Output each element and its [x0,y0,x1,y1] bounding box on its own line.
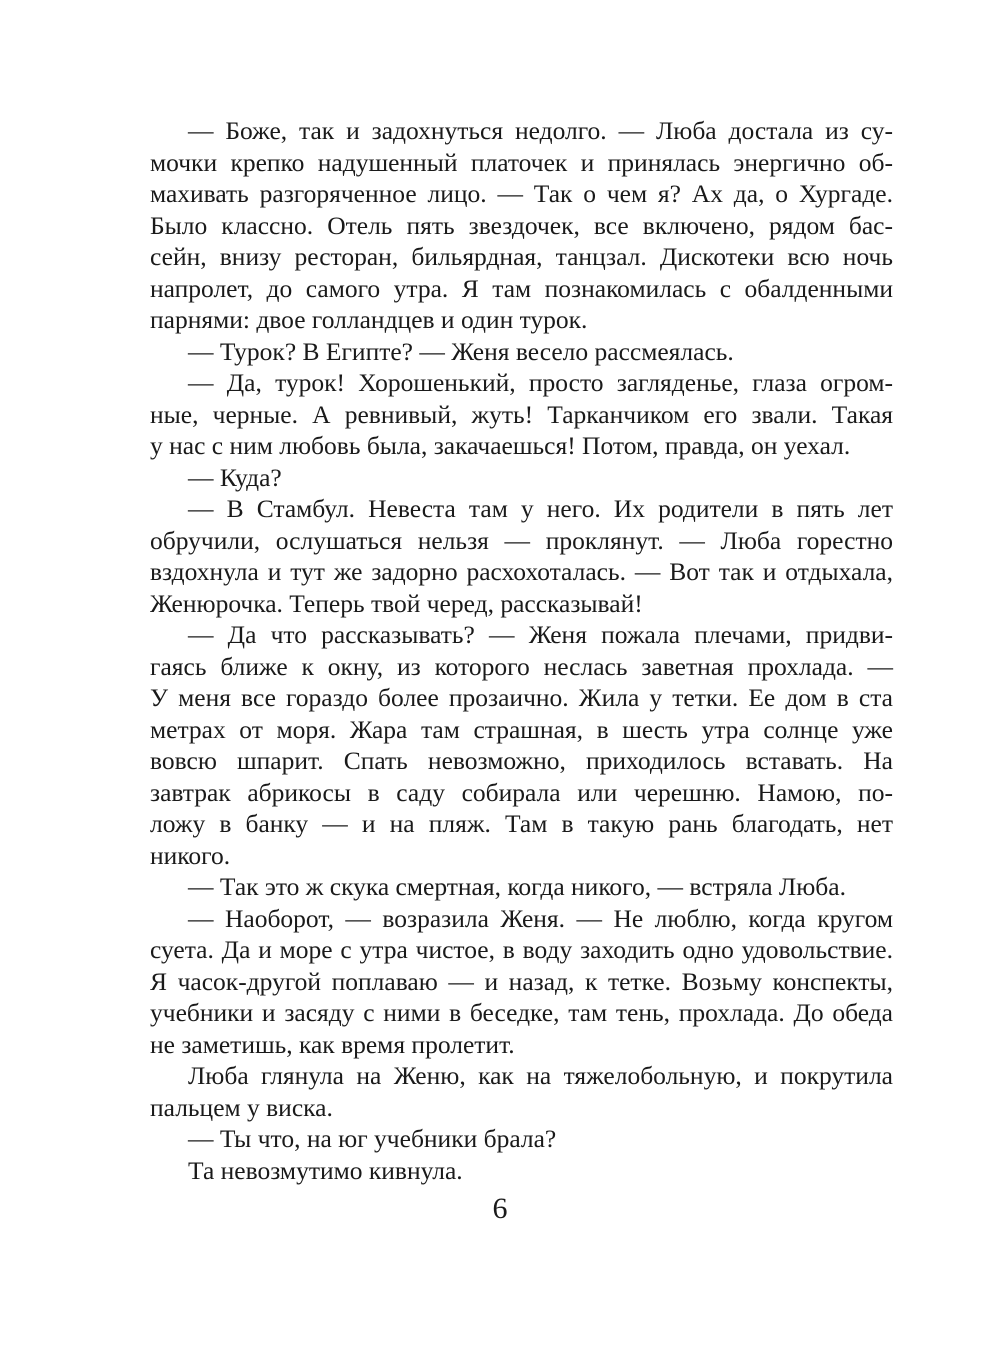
text-line: — В Стамбул. Невеста там у него. Их родители в пять лет [188,494,893,523]
text-line: Я часок-другой поплаваю — и назад, к тетке. Возьму конспекты, [150,966,893,996]
text-line: ные, черные. А ревнивый, жуть! Тарканчиком его звали. Такая [150,399,893,429]
text-line: — Ты что, на юг учебники брала? [188,1124,557,1153]
text-line: У меня все гораздо более прозаично. Жила у тетки. Ее дом в ста [150,683,893,712]
text-line: — Турок? В Египте? — Женя весело рассмеялась. [188,336,734,366]
text-line: — Куда? [188,462,282,492]
text-line: — Боже, так и задохнуться недолго. — Люба достала из су- [188,116,893,145]
text-line: гаясь ближе к окну, из которого неслась заветная прохлада. — [150,651,893,681]
text-line: мочки крепко надушенный платочек и принялась энергично об- [150,147,893,177]
text-line: ложу в банку — и на пляж. Там в такую рань благодать, нет [150,809,893,838]
body-text [150,115,893,1186]
text-line: у нас с ним любовь была, закачаешься! Потом, правда, он уехал. [150,431,851,460]
text-line: — Да что рассказывать? — Женя пожала плечами, придви- [188,620,893,649]
text-line: — Так это ж скука смертная, когда никого, — встряла Люба. [188,872,846,901]
text-line: суета. Да и море с утра чистое, в воду заходить одно удовольствие. [150,935,893,964]
text-line: вздохнула и тут же задорно расхохоталась. — Вот так и отдыхала, [150,557,893,586]
text-line: Та невозмутимо кивнула. [188,1155,463,1185]
text-line: сейн, внизу ресторан, бильярдная, танцзал. Дискотеки всю ночь [150,242,893,271]
text-line: — Да, турок! Хорошенький, просто загляденье, глаза огром- [188,368,893,397]
text-line: никого. [150,840,231,870]
text-line: напролет, до самого утра. Я там познакомилась с обалденными [150,273,893,303]
text-line: завтрак абрикосы в саду собирала или черешню. Намою, по- [150,777,893,807]
text-line: учебники и засяду с ними в беседке, там тень, прохлада. До обеда [150,998,893,1027]
text-line: махивать разгоряченное лицо. — Так о чем я? Ах да, о Хургаде. [150,179,893,208]
text-line: метрах от моря. Жара там страшная, в шесть утра солнце уже [150,714,893,744]
text-line: Было классно. Отель пять звездочек, все включено, рядом бас- [150,210,893,240]
page-number: 6 [492,1192,508,1225]
text-line: — Наоборот, — возразила Женя. — Не люблю, когда кругом [188,903,893,933]
text-line: Женюрочка. Теперь твой черед, рассказывай! [150,588,643,618]
text-line: вовсю шпарит. Спать невозможно, приходилось вставать. На [150,746,893,775]
text-line: не заметишь, как время пролетит. [150,1029,515,1059]
text-line: парнями: двое голландцев и один турок. [150,305,588,334]
text-line: Люба глянула на Женю, как на тяжелобольную, и покрутила [188,1061,893,1090]
text-line: пальцем у виска. [150,1092,333,1122]
text-line: обручили, ослушаться нельзя — проклянут. — Люба горестно [150,525,893,555]
